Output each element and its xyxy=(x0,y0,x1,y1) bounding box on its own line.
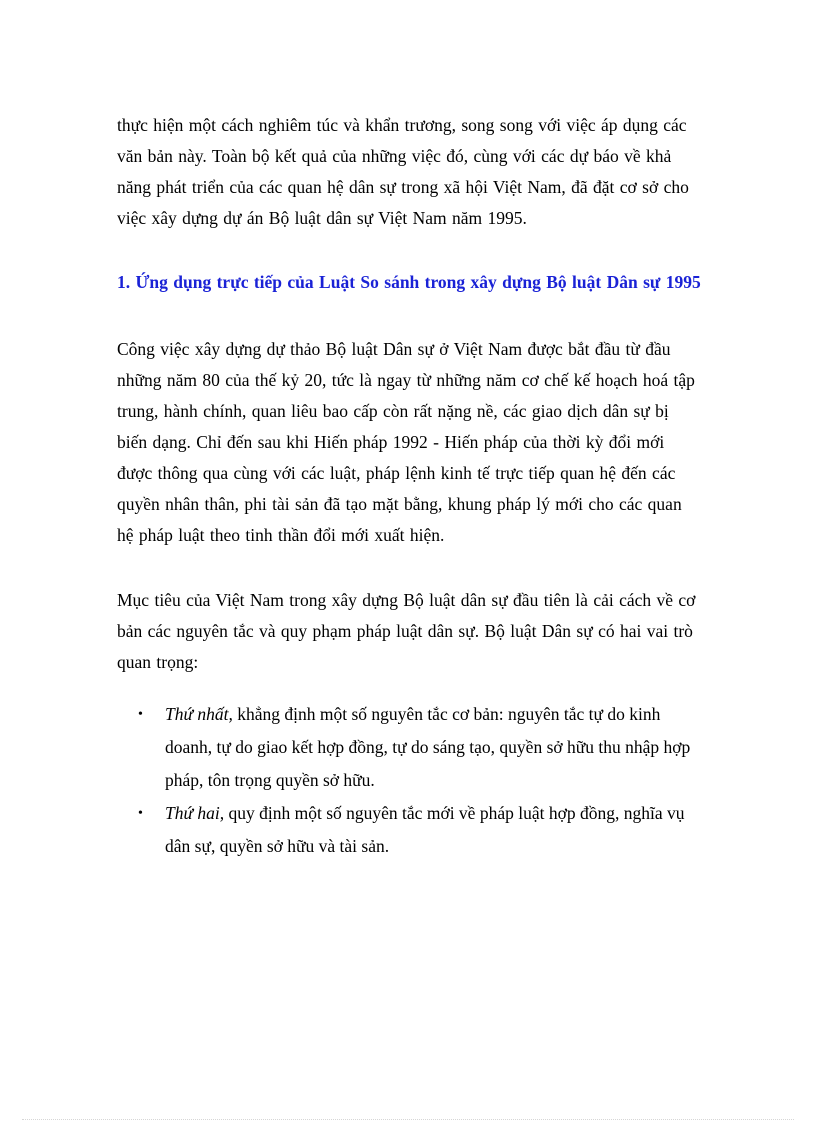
list-item-text: quy định một số nguyên tắc mới về pháp luật hợp đồng, nghĩa vụ dân sự, quyền sở hữu và tài sản. xyxy=(165,803,685,856)
document-page xyxy=(117,110,702,863)
paragraph-history: Công việc xây dựng dự thảo Bộ luật Dân sự ở Việt Nam được bắt đầu từ đầu những năm 80 của thế kỷ 20, tức là ngay từ những năm cơ chế kế hoạch hoá tập trung, hành chính, quan liêu bao cấp còn rất nặng nề, các giao dịch dân sự bị biến dạng. Chỉ đến sau khi Hiến pháp 1992 - Hiến pháp của thời kỳ đổi mới được thông qua cùng với các luật, pháp lệnh kinh tế trực tiếp quan hệ đến các quyền nhân thân, phi tài sản đã tạo mặt bằng, khung pháp lý mới cho các quan hệ pháp luật theo tinh thần đổi mới xuất hiện. xyxy=(117,339,695,545)
list-item xyxy=(117,698,702,797)
list-item-lead: Thứ hai, xyxy=(165,803,225,823)
bullet-icon: • xyxy=(138,707,143,722)
section-heading: 1. Ứng dụng trực tiếp của Luật So sánh trong xây dựng Bộ luật Dân sự 1995 xyxy=(117,272,701,292)
list-item xyxy=(117,797,702,863)
list-item-text: khẳng định một số nguyên tắc cơ bản: nguyên tắc tự do kinh doanh, tự do giao kết hợp đồng, tự do sáng tạo, quyền sở hữu thu nhập hợp pháp, tôn trọng quyền sở hữu. xyxy=(165,704,691,790)
paragraph-goal: Mục tiêu của Việt Nam trong xây dựng Bộ luật dân sự đầu tiên là cải cách về cơ bản các nguyên tắc và quy phạm pháp luật dân sự. Bộ luật Dân sự có hai vai trò quan trọng: xyxy=(117,590,696,672)
paragraph-intro: thực hiện một cách nghiêm túc và khẩn trương, song song với việc áp dụng các văn bản này. Toàn bộ kết quả của những việc đó, cùng với các dự báo về khả năng phát triển của các quan hệ dân sự trong xã hội Việt Nam, đã đặt cơ sở cho việc xây dựng dự án Bộ luật dân sự Việt Nam năm 1995. xyxy=(117,115,689,228)
page-bottom-divider xyxy=(22,1119,794,1120)
list-item-lead: Thứ nhất, xyxy=(165,704,233,724)
roles-list xyxy=(117,698,702,863)
bullet-icon: • xyxy=(138,806,143,821)
